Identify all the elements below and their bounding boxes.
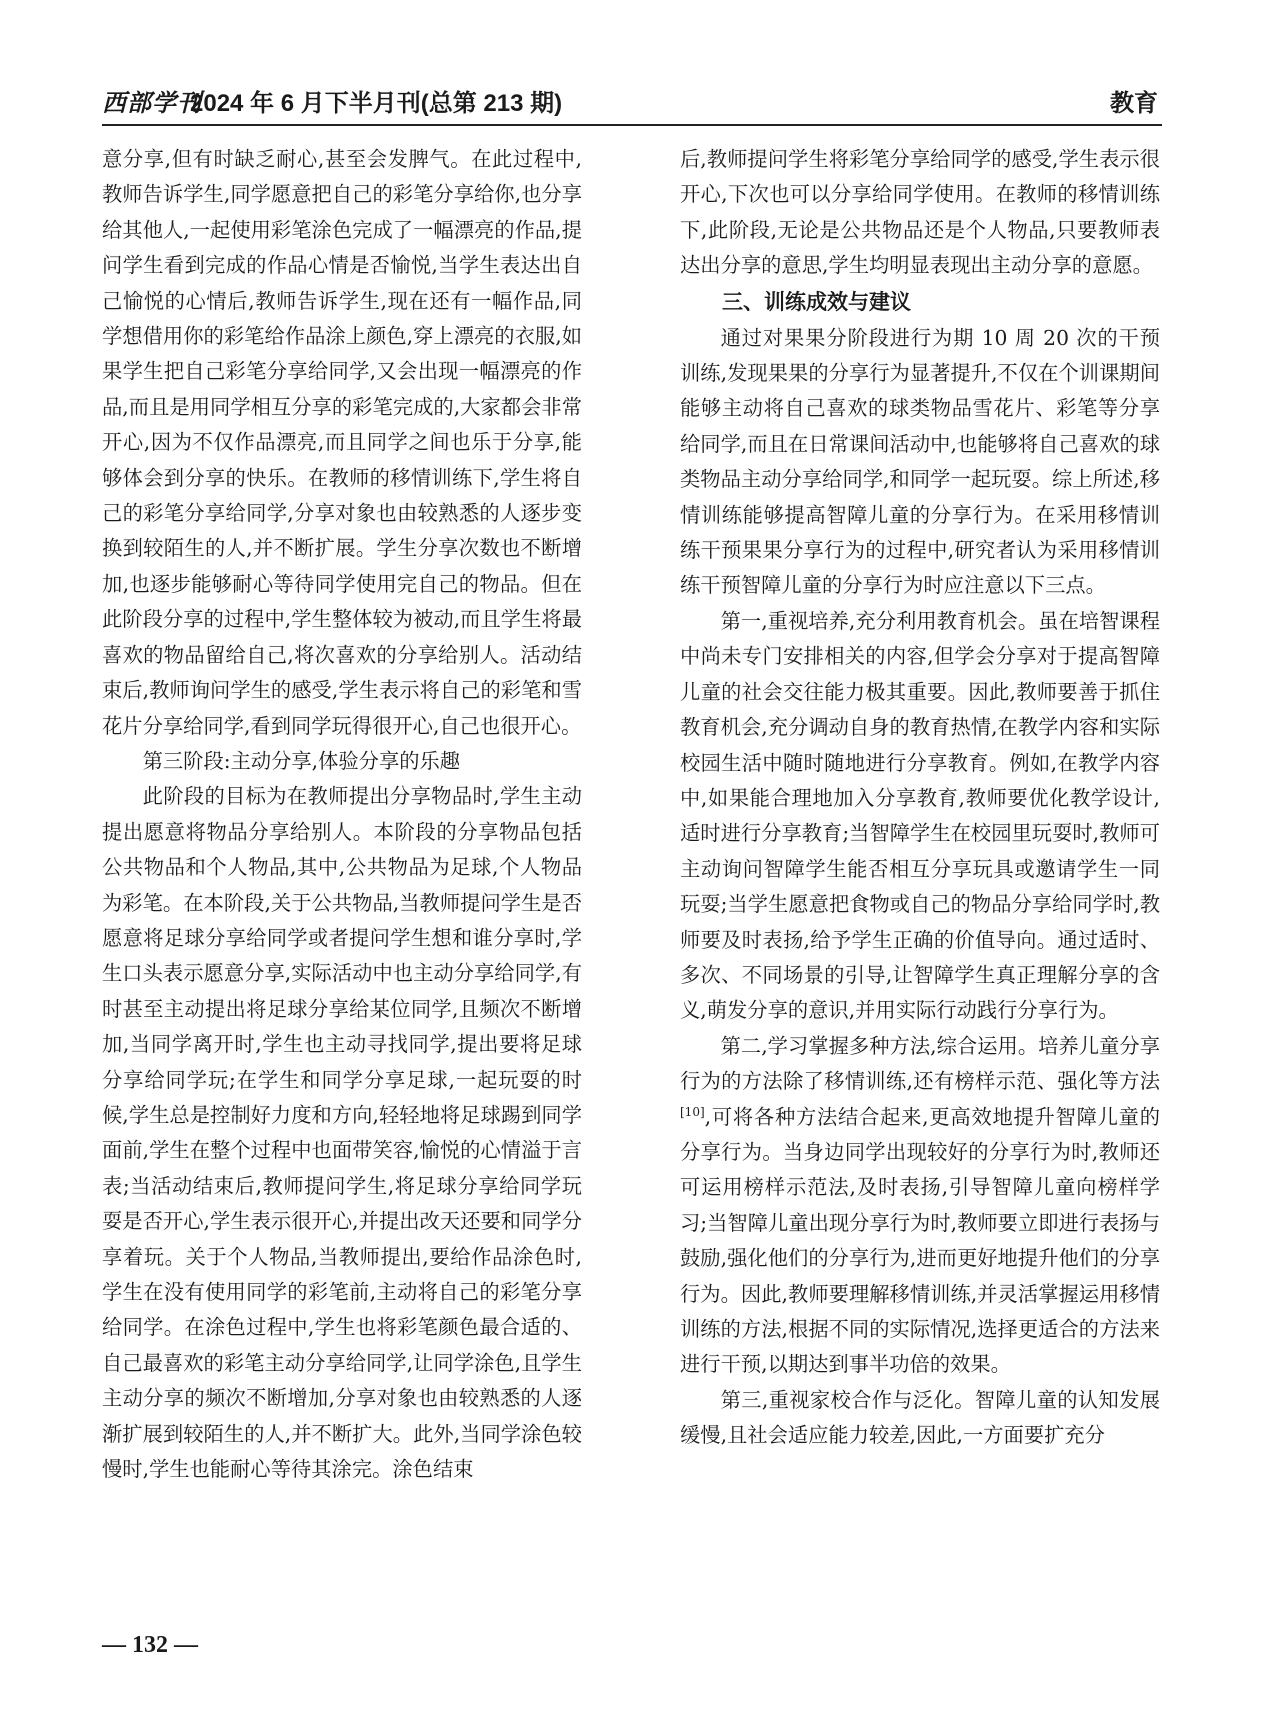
paragraph: 第一,重视培养,充分利用教育机会。虽在培智课程中尚未专门安排相关的内容,但学会分享对于提高智障儿童的社会交往能力极其重要。因此,教师要善于抓住教育机会,充分调动自身的教育热情,在教学内容和实际校园生活中随时随地进行分享教育。例如,在教学内容中,如果能合理地加入分享教育,教师要优化教学设计,适时进行分享教育;当智障学生在校园里玩耍时,教师可主动询问智障学生能否相互分享玩具或邀请学生一同玩耍;当学生愿意把食物或自己的物品分享给同学时,教师要及时表扬,给予学生正确的价值导向。通过适时、多次、不同场景的引导,让智障学生真正理解分享的含义,萌发分享的意识,并用实际行动践行分享行为。: [680, 608, 1161, 1023]
page-number: — 132 —: [102, 1632, 198, 1658]
paragraph: 意分享,但有时缺乏耐心,甚至会发脾气。在此过程中,教师告诉学生,同学愿意把自己的彩笔分享给你,也分享给其他人,一起使用彩笔涂色完成了一幅漂亮的作品,提问学生看到完成的作品心情是否愉悦,当学生表达出自己愉悦的心情后,教师告诉学生,现在还有一幅作品,同学想借用你的彩笔给作品涂上颜色,穿上漂亮的衣服,如果学生把自己彩笔分享给同学,又会出现一幅漂亮的作品,而且是用同学相互分享的彩笔完成的,大家都会非常开心,因为不仅作品漂亮,而且同学之间也乐于分享,能够体会到分享的快乐。在教师的移情训练下,学生将自己的彩笔分享给同学,分享对象也由较熟悉的人逐步变换到较陌生的人,并不断扩展。学生分享次数也不断增加,也逐步能够耐心等待同学使用完自己的物品。但在此阶段分享的过程中,学生整体较为被动,而且学生将最喜欢的物品留给自己,将次喜欢的分享给别人。活动结束后,教师询问学生的感受,学生表示将自己的彩笔和雪花片分享给同学,看到同学玩得很开心,自己也很开心。: [102, 147, 582, 738]
stage-title: 第三阶段:主动分享,体验分享的乐趣: [142, 748, 461, 773]
header-rule: [102, 124, 1162, 126]
right-column: [680, 142, 1160, 1454]
paragraph: 通过对果果分阶段进行为期 10 周 20 次的干预训练,发现果果的分享行为显著提升,不仅在个训课期间能够主动将自己喜欢的球类物品雪花片、彩笔等分享给同学,而且在日常课间活动中,也能够将自己喜欢的球类物品主动分享给同学,和同学一起玩耍。综上所述,移情训练能够提高智障儿童的分享行为。在采用移情训练干预果果分享行为的过程中,研究者认为采用移情训练干预智障儿童的分享行为时应注意以下三点。: [680, 325, 1160, 598]
paragraph: 此阶段的目标为在教师提出分享物品时,学生主动提出愿意将物品分享给别人。本阶段的分享物品包括公共物品和个人物品,其中,公共物品为足球,个人物品为彩笔。在本阶段,关于公共物品,当教师提问学生是否愿意将足球分享给同学或者提问学生想和谁分享时,学生口头表示愿意分享,实际活动中也主动分享给同学,有时甚至主动提出将足球分享给某位同学,且频次不断增加,当同学离开时,学生也主动寻找同学,提出要将足球分享给同学玩;在学生和同学分享足球,一起玩耍的时候,学生总是控制好力度和方向,轻轻地将足球踢到同学面前,学生在整个过程中也面带笑容,愉悦的心情溢于言表;当活动结束后,教师提问学生,将足球分享给同学玩耍是否开心,学生表示很开心,并提出改天还要和同学分享着玩。关于个人物品,当教师提出,要给作品涂色时,学生在没有使用同学的彩笔前,主动将自己的彩笔分享给同学。在涂色过程中,学生也将彩笔颜色最合适的、自己最喜欢的彩笔主动分享给同学,让同学涂色,且学生主动分享的频次不断增加,分享对象也由较熟悉的人逐渐扩展到较陌生的人,并不断扩大。此外,当同学涂色较慢时,学生也能耐心等待其涂完。涂色结束: [102, 784, 582, 1482]
section-label: 教育: [1110, 90, 1158, 117]
page-header: [102, 88, 1162, 122]
section-heading: 三、训练成效与建议: [722, 289, 911, 314]
paragraph-text: ,可将各种方法结合起来,更高效地提升智障儿童的分享行为。当身边同学出现较好的分享行为时,教师还可运用榜样示范法,及时表扬,引导智障儿童向榜样学习;当智障儿童出现分享行为时,教师要立即进行表扬与鼓励,强化他们的分享行为,进而更好地提升他们的分享行为。因此,教师要理解移情训练,并灵活掌握运用移情训练的方法,根据不同的实际情况,选择更适合的方法来进行干预,以期达到事半功倍的效果。: [680, 1104, 1160, 1377]
issue-info: 2024 年 6 月下半月刊(总第 213 期): [190, 90, 563, 117]
paragraph: 第三,重视家校合作与泛化。智障儿童的认知发展缓慢,且社会适应能力较差,因此,一方面要扩充分: [680, 1387, 1160, 1448]
journal-masthead: 西部学刊: [102, 91, 202, 117]
paragraph: 后,教师提问学生将彩笔分享给同学的感受,学生表示很开心,下次也可以分享给同学使用。在教师的移情训练下,此阶段,无论是公共物品还是个人物品,只要教师表达出分享的意思,学生均明显表现出主动分享的意愿。: [680, 147, 1160, 278]
paragraph: [680, 1029, 1160, 1383]
paragraph-text: 第二,学习掌握多种方法,综合运用。培养儿童分享行为的方法除了移情训练,还有榜样示范、强化等方法: [680, 1033, 1160, 1094]
citation-ref: [10]: [680, 1104, 705, 1119]
left-column: [102, 142, 582, 1487]
